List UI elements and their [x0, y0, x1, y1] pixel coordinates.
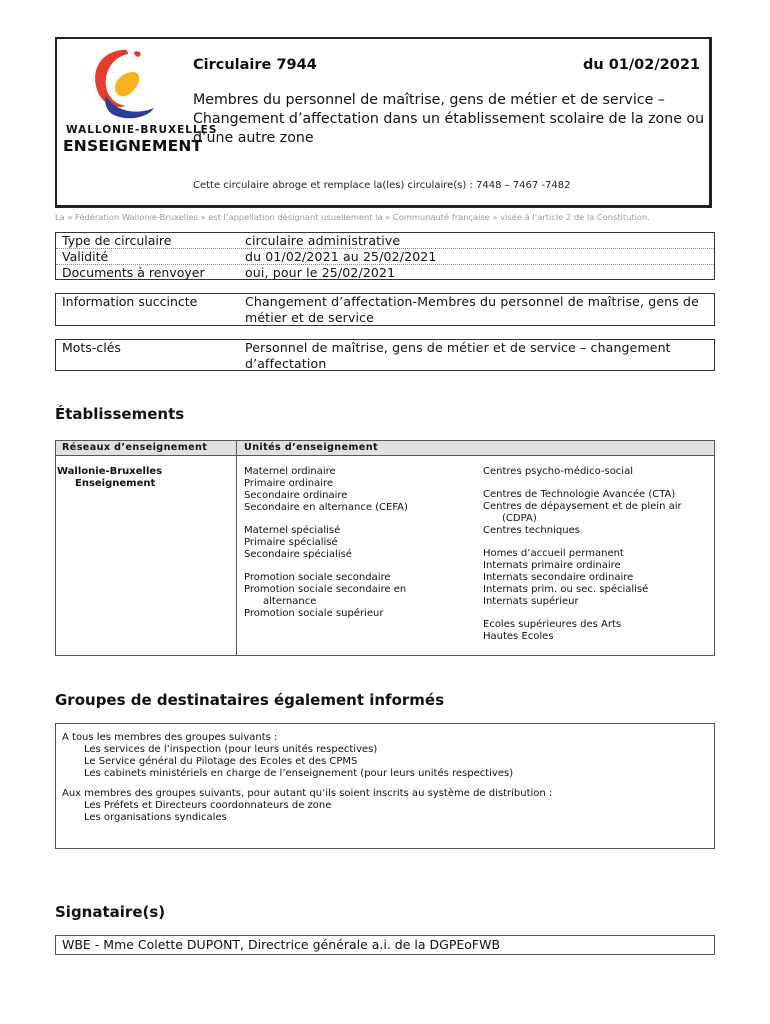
recipients-intro-2: Aux membres des groupes suivants, pour autant qu’ils soient inscrits au système de distribution : — [62, 788, 553, 799]
list-item: Promotion sociale secondaire en — [244, 584, 407, 595]
units-right-list — [483, 466, 682, 643]
list-item: Les cabinets ministériels en charge de l’enseignement (pour leurs unités respectives) — [84, 768, 514, 779]
meta-row-type — [56, 233, 714, 249]
type-value: circulaire administrative — [245, 233, 401, 248]
list-item: (CDPA) — [502, 513, 537, 524]
list-item: alternance — [263, 596, 317, 607]
list-item: Internats prim. ou sec. spécialisé — [483, 584, 649, 595]
list-item: Secondaire spécialisé — [244, 549, 352, 560]
networks-column-header: Réseaux d’enseignement — [62, 442, 208, 453]
list-item: Centres psycho-médico-social — [483, 466, 633, 477]
list-item: Primaire spécialisé — [244, 537, 338, 548]
list-item: Promotion sociale supérieur — [244, 608, 384, 619]
list-item: Internats secondaire ordinaire — [483, 572, 634, 583]
signatory-value: WBE - Mme Colette DUPONT, Directrice générale a.i. de la DGPEoFWB — [62, 937, 501, 952]
network-line-1: Wallonie-Bruxelles — [57, 466, 163, 477]
wbe-logo — [62, 46, 218, 158]
circular-title: Membres du personnel de maîtrise, gens de métier et de service – Changement d’affectation dans un établissement scolaire de la zone ou d’une autre zone — [193, 92, 705, 146]
units-column-header: Unités d’enseignement — [244, 442, 378, 453]
logo-text-wallonie: WALLONIE-BRUXELLES — [66, 124, 218, 136]
meta-row-validity — [56, 249, 714, 265]
meta-row-documents — [56, 265, 714, 280]
list-item: Homes d’accueil permanent — [483, 548, 624, 559]
list-item: Internats supérieur — [483, 596, 579, 607]
recipients-intro-1: A tous les membres des groupes suivants : — [62, 732, 278, 743]
summary-box — [55, 293, 715, 326]
list-item: Centres techniques — [483, 525, 580, 536]
logo-text-enseignement: ENSEIGNEMENT — [63, 137, 203, 155]
list-item: Primaire ordinaire — [244, 478, 334, 489]
list-item: Promotion sociale secondaire — [244, 572, 391, 583]
recipients-heading: Groupes de destinataires également informés — [55, 691, 444, 709]
validity-label: Validité — [62, 249, 109, 264]
type-label: Type de circulaire — [62, 233, 172, 248]
establishments-heading: Établissements — [55, 405, 185, 423]
list-item: Les Préfets et Directeurs coordonnateurs de zone — [84, 800, 332, 811]
wbe-logo-mark — [62, 46, 190, 124]
signatory-box — [55, 935, 715, 955]
establishments-table — [55, 440, 715, 656]
keywords-value: Personnel de maîtrise, gens de métier et de service – changement d’affectation — [245, 340, 671, 371]
signatory-heading: Signataire(s) — [55, 903, 166, 921]
circular-number: Circulaire 7944 — [193, 57, 317, 73]
documents-value: oui, pour le 25/02/2021 — [245, 265, 396, 280]
summary-label: Information succincte — [62, 294, 198, 309]
list-item: Hautes Ecoles — [483, 631, 554, 642]
network-line-2: Enseignement — [75, 478, 156, 489]
keywords-box — [55, 339, 715, 371]
list-item: Internats primaire ordinaire — [483, 560, 621, 571]
list-item: Le Service général du Pilotage des Ecoles et des CPMS — [84, 756, 358, 767]
circular-date: du 01/02/2021 — [582, 57, 700, 73]
list-item: Ecoles supérieures des Arts — [483, 619, 622, 630]
replaces-note: Cette circulaire abroge et remplace la(les) circulaire(s) : 7448 – 7467 -7482 — [193, 180, 571, 191]
summary-value: Changement d’affectation-Membres du personnel de maîtrise, gens de métier et de service — [245, 294, 699, 325]
list-item: Centres de dépaysement et de plein air — [483, 501, 682, 512]
documents-label: Documents à renvoyer — [62, 265, 205, 280]
list-item: Les organisations syndicales — [84, 812, 227, 823]
list-item: Secondaire ordinaire — [244, 490, 348, 501]
federation-note: La « Fédération Wallonie-Bruxelles » est l’appellation désignant usuellement la « Communauté française » visée à l’article 2 de la Constitution. — [55, 212, 650, 222]
list-item: Secondaire en alternance (CEFA) — [244, 502, 408, 513]
list-item: Maternel ordinaire — [244, 466, 336, 477]
recipients-box — [55, 723, 715, 849]
list-item: Maternel spécialisé — [244, 525, 341, 536]
units-left-list — [244, 466, 408, 620]
circular-meta-box — [55, 232, 715, 280]
keywords-label: Mots-clés — [62, 340, 121, 355]
validity-value: du 01/02/2021 au 25/02/2021 — [245, 249, 437, 264]
list-item: Centres de Technologie Avancée (CTA) — [483, 489, 676, 500]
list-item: Les services de l’inspection (pour leurs unités respectives) — [84, 744, 378, 755]
network-name — [57, 466, 162, 490]
